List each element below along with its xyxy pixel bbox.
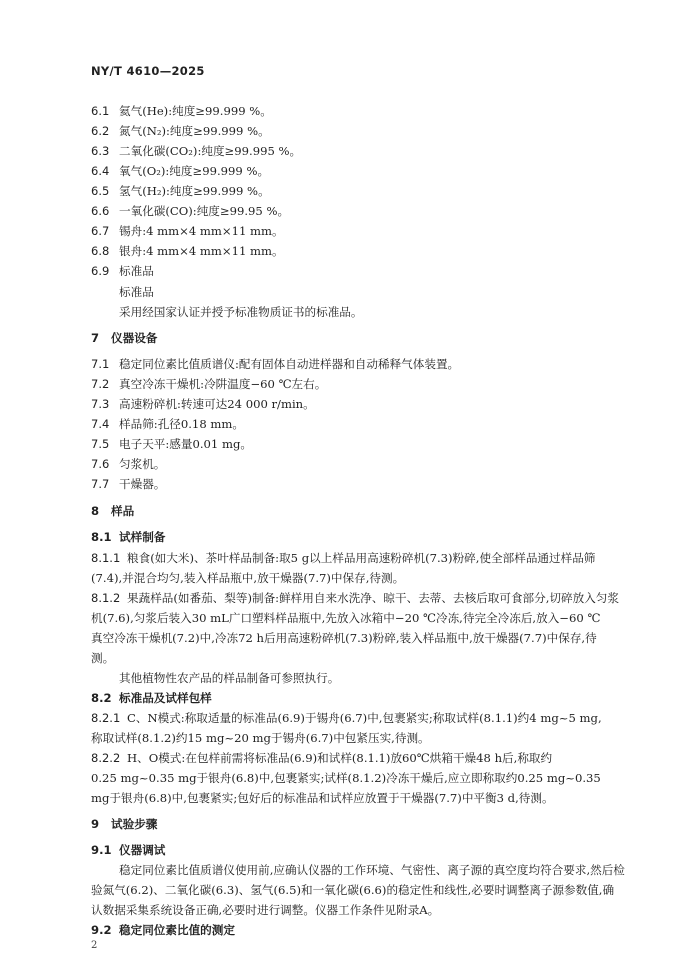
paragraph-line: 验氮气(6.2)、二氧化碳(6.3)、氢气(6.5)和一氧化碳(6.6)的稳定性和线性,必要时调整离子源参数值,确 [91,883,615,897]
clause-text: 果蔬样品(如番茄、梨等)制备:鲜样用自来水洗净、晾干、去蒂、去核后取可食部分,切碎放入匀浆 [127,591,619,605]
item-text: 电子天平:感量0.01 mg。 [119,437,252,451]
list-item [91,144,301,158]
item-number: 6.5 [91,184,110,198]
list-item [91,457,165,471]
section-heading [91,817,157,831]
section-number: 8 [91,504,100,518]
item-text: 二氧化碳(CO₂):纯度≥99.995 %。 [119,144,302,158]
clause-line: mg于银舟(6.8)中,包裹紧实;包好后的标准品和试样应放置于干燥器(7.7)中平衡3 d,待测。 [91,791,554,805]
item-number: 6.2 [91,124,110,138]
subsection-title: 仪器调试 [119,843,166,857]
section-title: 仪器设备 [111,331,158,345]
item-text: 氦气(He):纯度≥99.999 %。 [119,104,272,118]
clause-line: 真空冷冻干燥机(7.2)中,冷冻72 h后用高速粉碎机(7.3)粉碎,装入样品瓶中,放干燥器(7.7)中保存,待 [91,631,597,645]
list-item [91,184,270,198]
list-item [91,285,154,299]
item-number: 7.1 [91,357,110,371]
list-item [91,264,154,278]
section-heading [91,331,157,345]
subsection-number: 9.1 [91,843,112,857]
item-number: 6.6 [91,204,110,218]
clause-line [91,711,602,725]
clause-text: 粮食(如大米)、茶叶样品制备:取5 g以上样品用高速粉碎机(7.3)粉碎,使全部样品通过样品筛 [127,551,596,565]
standard-code-header: NY/T 4610—2025 [91,64,205,78]
paragraph: 其他植物性农产品的样品制备可参照执行。 [119,671,340,685]
subsection-title: 标准品及试样包样 [119,691,212,705]
list-item [91,164,269,178]
item-title: 标准品 [119,285,154,299]
clause-line [91,751,552,765]
item-text: 样品筛:孔径0.18 mm。 [119,417,244,431]
clause-line: 称取试样(8.1.2)约15 mg~20 mg于锡舟(6.7)中包紧压实,待测。 [91,731,430,745]
item-text: 干燥器。 [119,477,166,491]
item-number: 7.7 [91,477,110,491]
paragraph: 采用经国家认证并授予标准物质证书的标准品。 [119,305,363,319]
item-number: 6.8 [91,244,110,258]
item-number: 7.5 [91,437,110,451]
item-number: 7.6 [91,457,110,471]
subsection-title: 试样制备 [119,530,166,544]
item-text: 匀浆机。 [119,457,166,471]
clause-number: 8.2.1 [91,711,121,725]
item-text: 真空冷冻干燥机:冷阱温度−60 ℃左右。 [119,377,327,391]
list-item [91,204,289,218]
list-item [91,357,459,371]
clause-number: 8.1.2 [91,591,121,605]
item-number: 6.3 [91,144,110,158]
clause-line: 0.25 mg~0.35 mg于银舟(6.8)中,包裹紧实;试样(8.1.2)冷冻干燥后,应立即称取约0.25 mg~0.35 [91,771,601,785]
clause-number: 8.2.2 [91,751,121,765]
item-text: 高速粉碎机:转速可达24 000 r/min。 [119,397,315,411]
list-item [91,397,315,411]
list-item [91,224,284,238]
page-number: 2 [91,940,98,951]
subsection-heading [91,923,235,937]
section-title: 样品 [111,504,135,518]
subsection-number: 9.2 [91,923,112,937]
item-text: 氧气(O₂):纯度≥99.999 %。 [119,164,270,178]
list-item [91,477,165,491]
item-text: 氮气(N₂):纯度≥99.999 %。 [119,124,270,138]
list-item [91,124,270,138]
item-text: 稳定同位素比值质谱仪:配有固体自动进样器和自动稀释气体装置。 [119,357,460,371]
item-number: 7.4 [91,417,110,431]
section-number: 7 [91,331,100,345]
paragraph-line: 认数据采集系统设备正确,必要时进行调整。仪器工作条件见附录A。 [91,903,440,917]
clause-line: 测。 [91,651,115,665]
item-number: 6.4 [91,164,110,178]
item-text: 标准品 [119,264,154,278]
subsection-heading [91,530,165,544]
item-number: 7.2 [91,377,110,391]
item-number: 6.7 [91,224,110,238]
item-number: 7.3 [91,397,110,411]
section-number: 9 [91,817,100,831]
subsection-heading [91,843,165,857]
subsection-number: 8.2 [91,691,112,705]
item-text: 一氧化碳(CO):纯度≥99.95 %。 [119,204,290,218]
list-item [91,244,284,258]
item-text: 锡舟:4 mm×4 mm×11 mm。 [119,224,284,238]
item-text: 银舟:4 mm×4 mm×11 mm。 [119,244,284,258]
clause-line: (7.4),并混合均匀,装入样品瓶中,放干燥器(7.7)中保存,待测。 [91,571,405,585]
clause-text: H、O模式:在包样前需将标准品(6.9)和试样(8.1.1)放60℃烘箱干燥48 h后,称取约 [127,751,553,765]
clause-line: 机(7.6),匀浆后装入30 mL广口塑料样品瓶中,先放入冰箱中−20 ℃冷冻,待完全冷冻后,放入−60 ℃ [91,611,601,625]
clause-number: 8.1.1 [91,551,121,565]
list-item [91,417,244,431]
clause-text: C、N模式:称取适量的标准品(6.9)于锡舟(6.7)中,包裹紧实;称取试样(8.1.1)约4 mg~5 mg, [127,711,602,725]
section-title: 试验步骤 [111,817,158,831]
subsection-heading [91,691,212,705]
paragraph-line: 稳定同位素比值质谱仪使用前,应确认仪器的工作环境、气密性、离子源的真空度均符合要求,然后检 [119,863,625,877]
list-item [91,437,252,451]
item-number: 6.1 [91,104,110,118]
clause-line [91,551,595,565]
section-heading [91,504,134,518]
item-text: 氢气(H₂):纯度≥99.999 %。 [119,184,270,198]
item-number: 6.9 [91,264,110,278]
subsection-title: 稳定同位素比值的测定 [119,923,235,937]
clause-line [91,591,619,605]
list-item [91,377,326,391]
list-item [91,104,272,118]
subsection-number: 8.1 [91,530,112,544]
